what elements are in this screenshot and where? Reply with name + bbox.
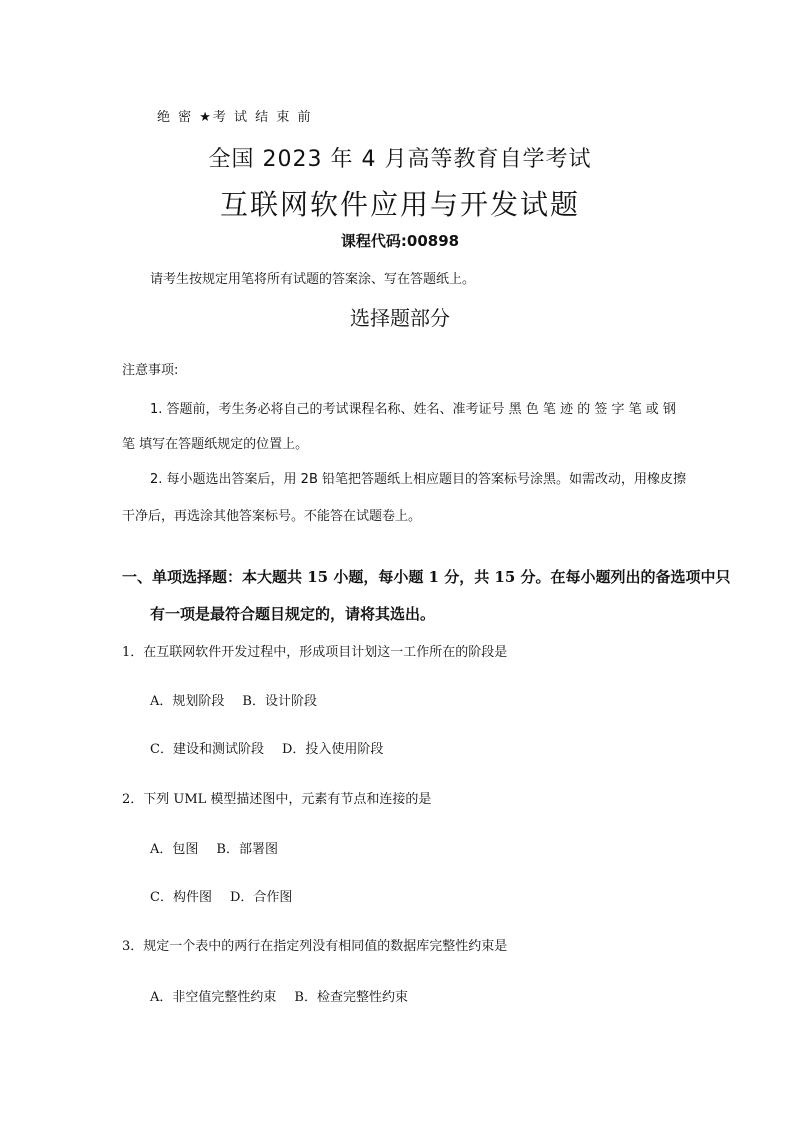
option-b: B．设计阶段 — [242, 694, 317, 709]
question-1-options-row-1 — [150, 690, 317, 709]
note-1-line-2: 笔 填写在答题纸规定的位置上。 — [122, 437, 309, 452]
part1-heading-line-1: 一、单项选择题：本大题共 15 小题，每小题 1 分，共 15 分。在每小题列出的备选项中只 — [122, 568, 731, 586]
option-d: D．合作图 — [229, 890, 293, 905]
question-3-stem: 3．规定一个表中的两行在指定列没有相同值的数据库完整性约束是 — [122, 939, 508, 954]
section-title: 选择题部分 — [350, 306, 450, 330]
option-a: A．规划阶段 — [150, 694, 225, 709]
option-a: A．非空值完整性约束 — [150, 990, 277, 1005]
part1-heading-line-2: 有一项是最符合题目规定的，请将其选出。 — [150, 605, 436, 623]
option-b: B．部署图 — [216, 842, 278, 857]
course-code: 课程代码:00898 — [340, 232, 460, 250]
note-1-line-1: 1. 答题前，考生务必将自己的考试课程名称、姓名、准考证号 黑 色 笔 迹 的 签 字 笔 或 钢 — [150, 402, 676, 417]
option-c: C．构件图 — [150, 890, 212, 905]
question-3-options-row-1 — [150, 986, 408, 1005]
note-2-line-2: 干净后，再选涂其他答案标号。不能答在试题卷上。 — [122, 509, 422, 524]
question-2-options-row-2 — [150, 886, 292, 905]
option-d: D．投入使用阶段 — [281, 742, 384, 757]
confidential-label: 绝 密 ★考 试 结 束 前 — [157, 110, 313, 125]
question-2-stem: 2．下列 UML 模型描述图中，元素有节点和连接的是 — [122, 792, 432, 807]
question-1-options-row-2 — [150, 738, 383, 757]
option-c: C．建设和测试阶段 — [150, 742, 264, 757]
question-2-options-row-1 — [150, 838, 278, 857]
option-b: B．检查完整性约束 — [294, 990, 408, 1005]
note-2-line-1: 2. 每小题选出答案后，用 2B 铅笔把答题纸上相应题目的答案标号涂黑。如需改动，用橡皮擦 — [150, 472, 686, 487]
exam-instruction: 请考生按规定用笔将所有试题的答案涂、写在答题纸上。 — [150, 272, 476, 287]
exam-title: 全国 2023 年 4 月高等教育自学考试 — [208, 147, 592, 172]
notes-heading: 注意事项: — [122, 363, 179, 378]
paper-title: 互联网软件应用与开发试题 — [219, 188, 580, 221]
question-1-stem: 1．在互联网软件开发过程中，形成项目计划这一工作所在的阶段是 — [122, 645, 508, 660]
option-a: A．包图 — [150, 842, 199, 857]
